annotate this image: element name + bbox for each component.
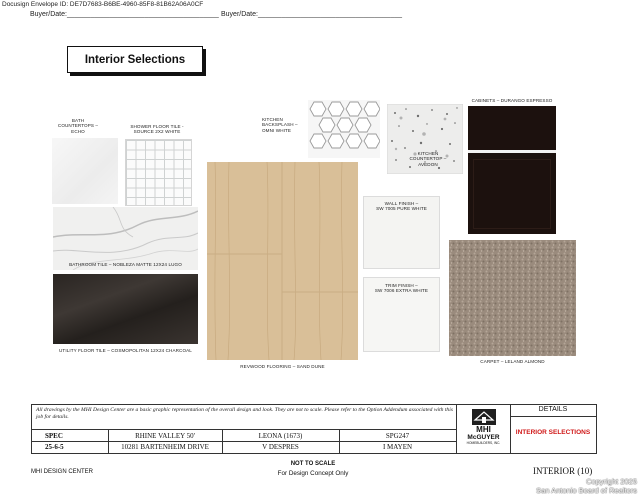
label-kitchen-countertop: KITCHEN COUNTERTOP – AVEDON xyxy=(409,151,447,167)
label-shower-floor-tile: SHOWER FLOOR TILE - SOURCE 2X2 WHITE xyxy=(130,124,184,135)
swatch-bath-countertop xyxy=(52,138,118,204)
copyright-line-1: Copyright 2025 xyxy=(586,477,637,486)
footer-page-label: INTERIOR (10) xyxy=(533,466,593,476)
swatch-utility-floor-tile xyxy=(53,274,198,344)
footer-concept-only: For Design Concept Only xyxy=(277,470,349,477)
disclaimer-text: All drawings by the MHI Design Center are a basic graphic representation of the overall design and look. They are not to scale. Please refer to the Option Addendum associated with this job for details. xyxy=(36,407,453,420)
logo-mcguyer-text: McGUYER xyxy=(467,434,500,441)
spec-code: SPG247 xyxy=(385,432,410,440)
label-cabinets: CABINETS – DURANGO ESPRESSO xyxy=(471,98,553,103)
buyer-date-line-2: Buyer/Date:_____________________________________ xyxy=(221,11,403,18)
swatch-bathroom-tile xyxy=(53,207,198,270)
logo-mhi-text: MHI xyxy=(476,425,491,434)
swatch-shower-floor-tile xyxy=(125,139,192,206)
footer-design-center: MHI DESIGN CENTER xyxy=(31,469,94,475)
swatch-cabinets xyxy=(468,106,556,234)
swatch-kitchen-backsplash xyxy=(308,100,380,158)
swatch-carpet xyxy=(449,240,576,356)
spec-label: SPEC xyxy=(45,432,63,440)
buyer-date-line-1: Buyer/Date:_______________________________________ xyxy=(30,11,219,18)
label-wood-flooring: REVWOOD FLOORING – SAND DUNE xyxy=(240,364,325,369)
house-logo-icon xyxy=(471,408,497,426)
job-number: 25-6-5 xyxy=(45,443,64,451)
docusign-envelope-id: Docusign Envelope ID: DE7D7683-B6BE-4960-85F8-81B62A06A0CF xyxy=(2,1,204,8)
details-value: INTERIOR SELECTIONS xyxy=(515,429,591,436)
page-title: Interior Selections xyxy=(67,46,203,73)
label-kitchen-backsplash: KITCHEN BACKSPLASH – OMNI WHITE xyxy=(262,117,298,133)
label-carpet: CARPET – LELAND ALMOND xyxy=(480,359,545,364)
designer-name: V DESPRES xyxy=(262,443,299,451)
plan-name: LEONA (1673) xyxy=(258,432,303,440)
label-utility-floor-tile: UTILITY FLOOR TILE – COSMOPOLITAN 12X24 CHARCOAL xyxy=(59,348,192,353)
mcguyer-logo xyxy=(458,406,509,452)
label-trim-finish: TRIM FINISH – SW 7006 EXTRA WHITE xyxy=(374,283,429,294)
label-bathroom-tile: BATHROOM TILE – NOBLEZA MATTE 12X24 LUGO xyxy=(69,262,182,267)
swatch-wood-flooring xyxy=(207,162,358,360)
copyright-line-2: San Antonio Board of Realtors xyxy=(536,486,637,495)
community-name: RHINE VALLEY 50' xyxy=(135,432,195,440)
address: 10281 BARTENHEIM DRIVE xyxy=(121,443,209,451)
logo-sub-text: HOMEBUILDERS, INC. xyxy=(466,441,501,445)
footer-not-to-scale: NOT TO SCALE xyxy=(290,461,336,467)
initials: I MAYEN xyxy=(382,443,413,451)
label-wall-finish: WALL FINISH – SW 7005 PURE WHITE xyxy=(376,201,427,212)
title-block xyxy=(31,404,597,454)
label-bath-countertops: BATH COUNTERTOPS – ECHO xyxy=(57,118,99,134)
details-label: DETAILS xyxy=(538,406,568,413)
